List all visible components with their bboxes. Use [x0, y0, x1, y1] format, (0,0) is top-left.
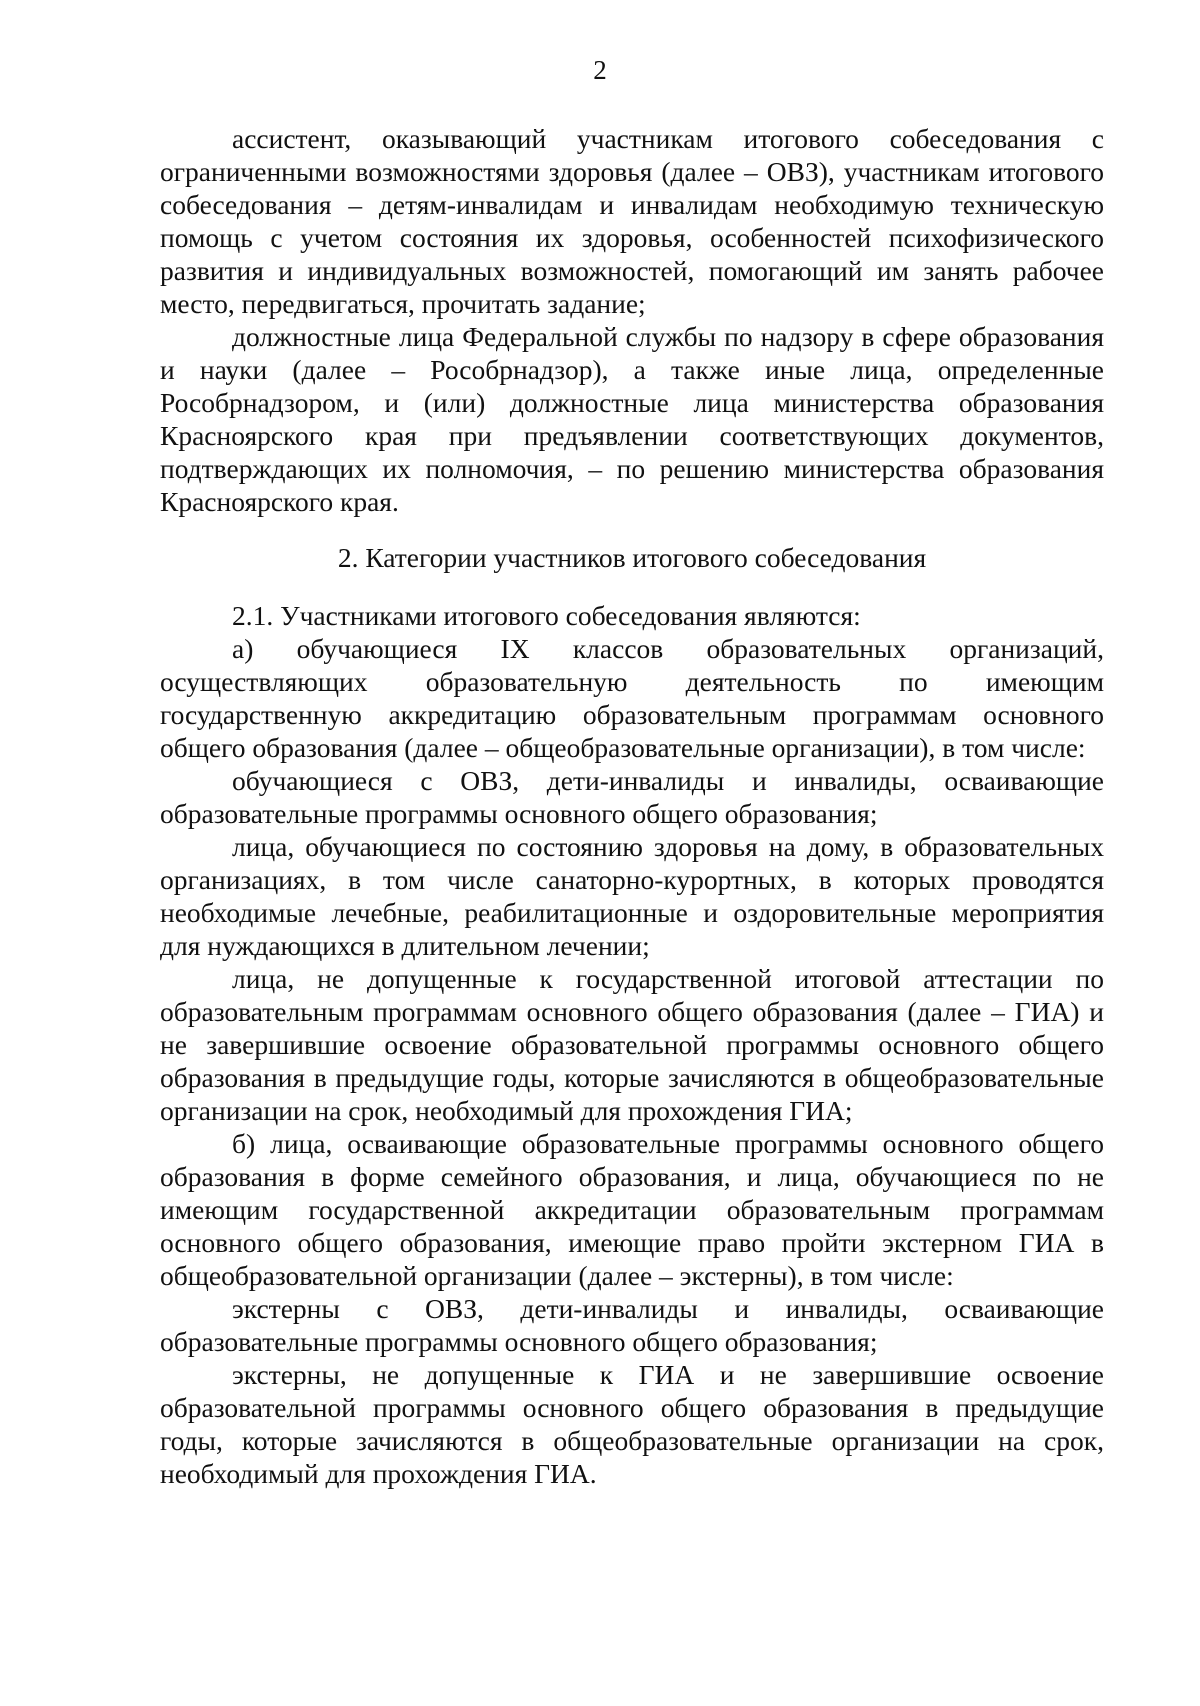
paragraph-item-b: б) лица, осваивающие образовательные программы основного общего образования в форме семейного образования, и лица, обучающиеся по не имеющим государственной аккредитации образовательным программам основного общего образования, имеющие право пройти экстерном ГИА в общеобразовательной организации (далее – экстерны), в том числе:: [160, 1128, 1104, 1291]
page-number: 2: [593, 55, 607, 85]
paragraph-item-a: а) обучающиеся IX классов образовательных организаций, осуществляющих образовательную деятельность по имеющим государственную аккредитацию образовательным программам основного общего образования (далее – общеобразовательные организации), в том числе:: [160, 633, 1104, 763]
paragraph-externs-ovz: экстерны с ОВЗ, дети-инвалиды и инвалиды, осваивающие образовательные программы основного общего образования;: [160, 1293, 1104, 1357]
document-body: [160, 122, 1104, 1490]
paragraph-not-admitted: лица, не допущенные к государственной итоговой аттестации по образовательным программам основного общего образования (далее – ГИА) и не завершившие освоение образовательной программы основного общего образования в предыдущие годы, которые зачисляются в общеобразовательные организации на срок, необходимый для прохождения ГИА;: [160, 963, 1104, 1126]
paragraph-assistant: ассистент, оказывающий участникам итогового собеседования с ограниченными возможностями здоровья (далее – ОВЗ), участникам итогового собеседования – детям-инвалидам и инвалидам необходимую техническую помощь с учетом состояния их здоровья, особенностей психофизического развития и индивидуальных возможностей, помогающий им занять рабочее место, передвигаться, прочитать задание;: [160, 123, 1104, 319]
section-heading: 2. Категории участников итогового собеседования: [337, 542, 927, 573]
paragraph-2-1: 2.1. Участниками итогового собеседования являются:: [232, 600, 861, 631]
paragraph-officials: должностные лица Федеральной службы по надзору в сфере образования и науки (далее – Рособрнадзор), а также иные лица, определенные Рособрнадзором, и (или) должностные лица министерства образования Красноярского края при предъявлении соответствующих документов, подтверждающих их полномочия, – по решению министерства образования Красноярского края.: [160, 321, 1104, 517]
paragraph-home-study: лица, обучающиеся по состоянию здоровья на дому, в образовательных организациях, в том числе санаторно-курортных, в которых проводятся необходимые лечебные, реабилитационные и оздоровительные мероприятия для нуждающихся в длительном лечении;: [160, 831, 1104, 961]
paragraph-externs-not-admitted: экстерны, не допущенные к ГИА и не завершившие освоение образовательной программы основного общего образования в предыдущие годы, которые зачисляются в общеобразовательные организации на срок, необходимый для прохождения ГИА.: [160, 1359, 1104, 1489]
paragraph-students-ovz: обучающиеся с ОВЗ, дети-инвалиды и инвалиды, осваивающие образовательные программы основного общего образования;: [160, 765, 1104, 829]
